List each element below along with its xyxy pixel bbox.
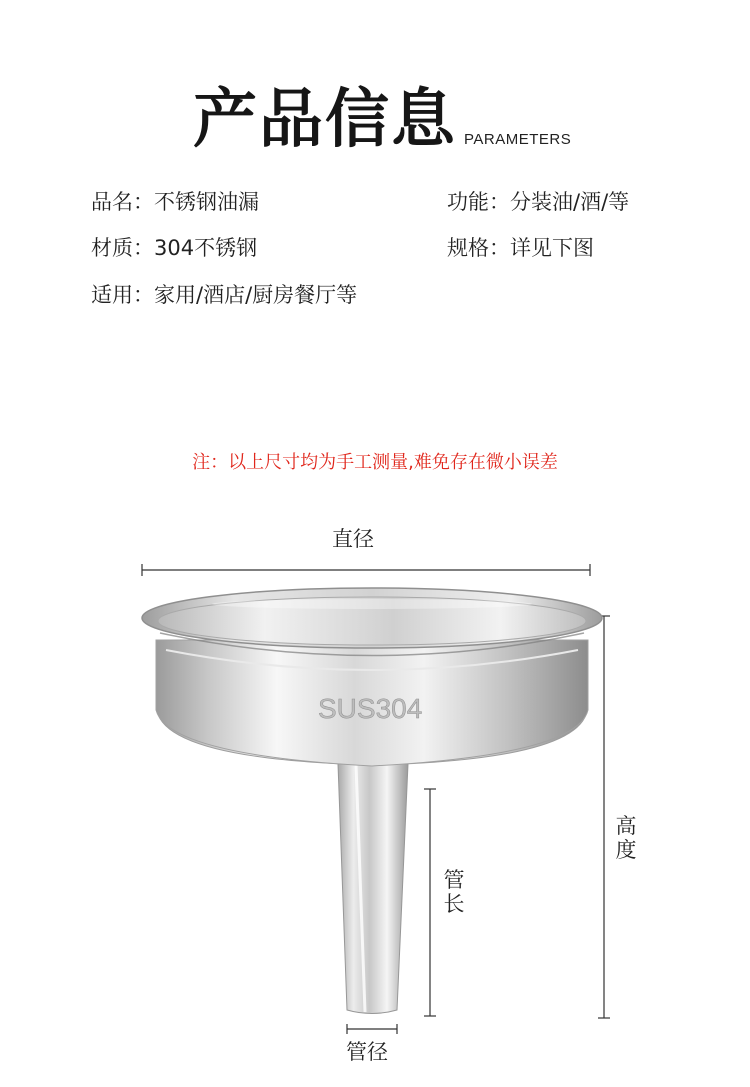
spec-size: 规格：详见下图 (447, 236, 594, 260)
diameter-label: 直径 (332, 527, 374, 551)
tube-length-label: 管长 (443, 868, 465, 916)
spec-usage: 适用：家用/酒店/厨房餐厅等 (91, 283, 358, 307)
tube-diameter-label: 管径 (346, 1040, 388, 1064)
funnel-product-image (142, 588, 602, 1014)
diameter-dimension-line (142, 564, 590, 576)
tube-length-dimension-line (424, 789, 436, 1016)
height-dimension-line (598, 616, 610, 1018)
spec-name: 品名：不锈钢油漏 (91, 190, 259, 214)
engraving-mark: SUS304 (318, 693, 423, 724)
title-english: PARAMETERS (464, 131, 572, 148)
measurement-note: 注：以上尺寸均为手工测量,难免存在微小误差 (192, 452, 558, 473)
title-chinese: 产品信息 (193, 83, 457, 157)
tube-diameter-dimension-line (347, 1024, 397, 1034)
spec-function: 功能：分装油/酒/等 (447, 190, 630, 214)
spec-material: 材质：304不锈钢 (91, 236, 258, 260)
height-label: 高度 (615, 814, 637, 862)
